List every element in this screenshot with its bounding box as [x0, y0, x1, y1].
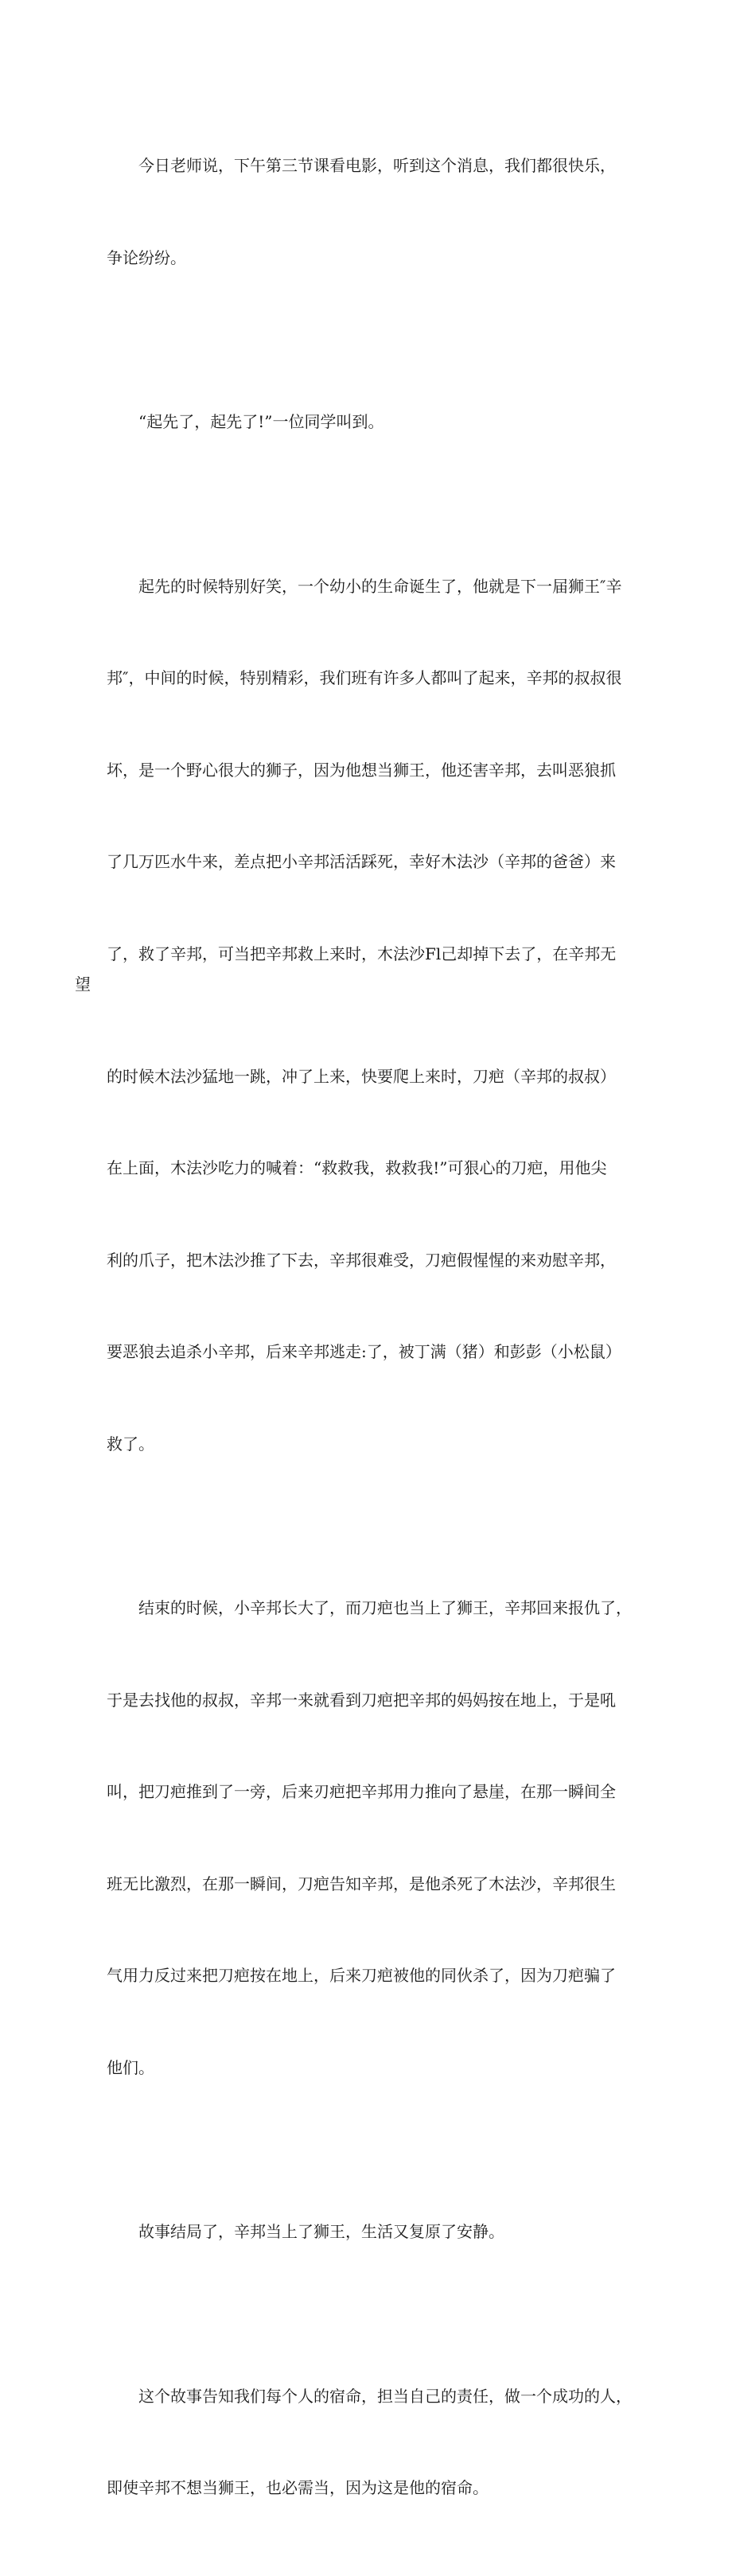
- text-line: 气用力反过来把刀疤按在地上，后来刀疤被他的同伙杀了，因为刀疤骗了: [107, 1966, 616, 1985]
- text-line: 邦″，中间的时候，特别精彩，我们班有许多人都叫了起来，辛邦的叔叔很: [107, 668, 622, 687]
- text-line: 结束的时候，小辛邦长大了，而刀疤也当上了狮王，辛邦回来报仇了，: [138, 1598, 632, 1617]
- text-line: 他们。: [107, 2057, 154, 2077]
- text-line: 故事结局了，辛邦当上了狮王，生活又复原了安静。: [138, 2222, 504, 2241]
- text-line: 在上面，木法沙吃力的喊着：“救救我，救救我!”可狠心的刀疤，用他尖: [107, 1158, 607, 1177]
- text-line: 于是去找他的叔叔，辛邦一来就看到刀疤把辛邦的妈妈按在地上，于是吼: [107, 1690, 616, 1710]
- text-line: 争论纷纷。: [107, 247, 186, 267]
- text-line: 今日老师说，下午第三节课看电影，听到这个消息，我们都很快乐，: [138, 156, 616, 175]
- text-line: 了，救了辛邦，可当把辛邦救上来时，木法沙Fl己却掉下去了，在辛邦无望: [75, 944, 617, 994]
- paragraph-2: [107, 345, 632, 499]
- paragraph-4: [107, 1531, 632, 2144]
- text-line: 坏，是一个野心很大的狮子，因为他想当狮王，他还害辛邦，去叫恶狼抓: [107, 760, 616, 780]
- text-line: 即使辛邦不想当狮王，也必需当，因为这是他的宿命。: [107, 2478, 489, 2497]
- text-line: 叫，把刀疤推到了一旁，后来刃疤把辛邦用力推向了悬崖，在那一瞬间全: [107, 1782, 616, 1801]
- paragraph-3: [75, 510, 632, 1521]
- text-line: 救了。: [107, 1434, 154, 1453]
- text-line: 利的爪子，把木法沙推了下去，辛邦很难受，刀疤假惺惺的来劝慰辛邦，: [107, 1250, 616, 1270]
- text-line: 的时候木法沙猛地一跳，冲了上来，快要爬上来时，刀疤（辛邦的叔叔）: [107, 1066, 616, 1086]
- text-line: 了几万匹水牛来，差点把小辛邦活活踩死，幸好木法沙（辛邦的爸爸）来: [107, 852, 616, 871]
- text-line: 要恶狼去追杀小辛邦，后来辛邦逃走:了，被丁满（猪）和彭彭（小松鼠）: [107, 1342, 621, 1361]
- text-line: “起先了，起先了!”一位同学叫到。: [138, 412, 384, 431]
- text-line: 班无比激烈，在那一瞬间，刀疤告知辛邦，是他杀死了木法沙，辛邦很生: [107, 1874, 616, 1893]
- document-body: [75, 89, 632, 2576]
- paragraph-1: [107, 89, 632, 334]
- paragraph-6: [107, 2320, 632, 2565]
- paragraph-5: [107, 2155, 632, 2309]
- text-line: 起先的时候特别好笑，一个幼小的生命诞生了，他就是下一届狮王″辛: [138, 576, 622, 596]
- text-line: 这个故事告知我们每个人的宿命，担当自己的责任，做一个成功的人，: [138, 2386, 632, 2406]
